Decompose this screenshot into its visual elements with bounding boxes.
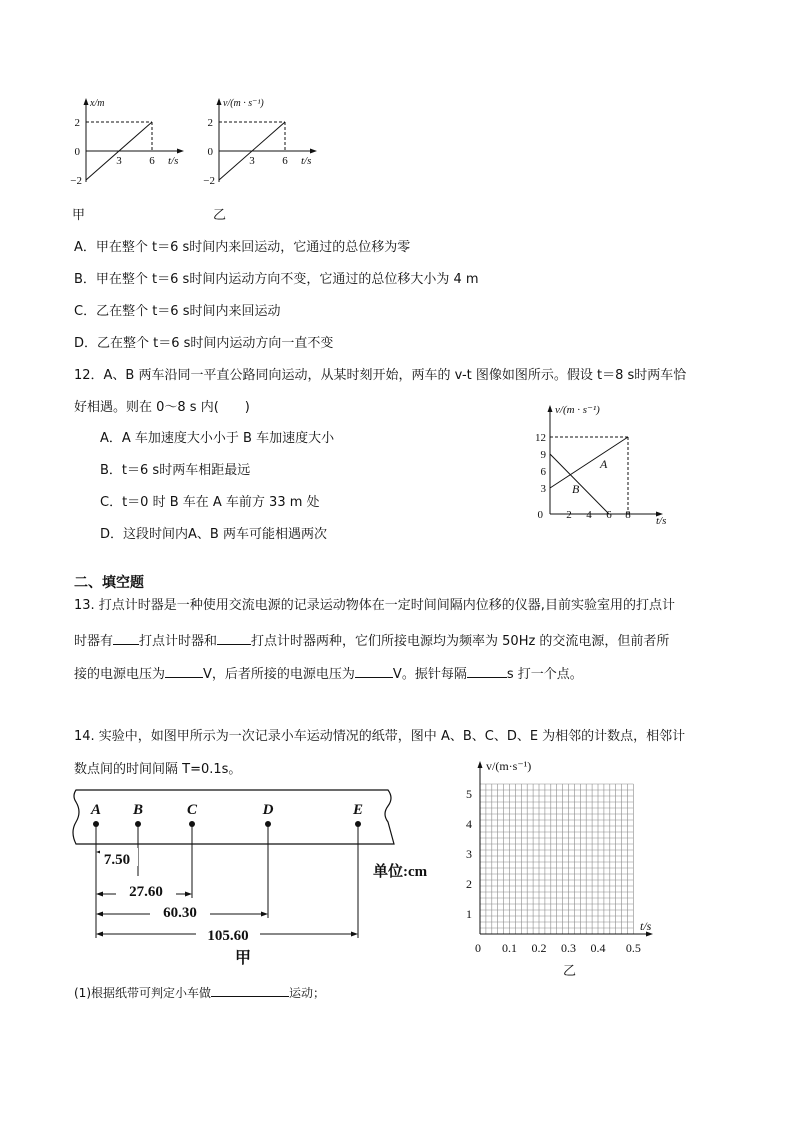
label-point-b: B bbox=[132, 802, 144, 818]
q13-line3-part: 接的电源电压为 bbox=[74, 667, 166, 682]
q12-stem-line2: 好相遇。则在 0～8 s 内( ) bbox=[74, 400, 250, 415]
graph-yi bbox=[203, 90, 333, 190]
q12-option-a: A．A 车加速度大小小于 B 车加速度大小 bbox=[100, 431, 335, 446]
grid-caption: 乙 bbox=[563, 964, 577, 979]
grid-ylabel: v/(m·s⁻¹) bbox=[486, 759, 532, 773]
q14-line1: 14. 实验中，如图甲所示为一次记录小车运动情况的纸带，图中 A、B、C、D、E 为相邻的计数点，相邻计 bbox=[74, 729, 686, 744]
jia-xtick: 6 bbox=[149, 155, 155, 167]
grid-figure bbox=[452, 758, 662, 954]
q13-line1: 13. 打点计时器是一种使用交流电源的记录运动物体在一定时间间隔内位移的仪器,目前实验室用的打点计 bbox=[74, 598, 675, 613]
blank-voltage-2[interactable] bbox=[355, 663, 393, 678]
q12-xtick: 4 bbox=[586, 509, 592, 521]
label-point-c: C bbox=[186, 802, 198, 818]
q11-option-a: A．甲在整个 t＝6 s时间内来回运动，它通过的总位移为零 bbox=[74, 240, 411, 255]
tape-unit: 单位:cm bbox=[373, 864, 428, 880]
jia-ytick: 0 bbox=[74, 146, 80, 158]
graph-jia bbox=[70, 90, 200, 190]
jia-xlabel: t/s bbox=[168, 155, 179, 167]
q13-line2 bbox=[74, 630, 669, 652]
blank-interval[interactable] bbox=[467, 663, 507, 678]
q12-ytick: 0 bbox=[537, 509, 543, 521]
q12-option-c: C．t＝0 时 B 车在 A 车前方 33 m 处 bbox=[100, 495, 320, 510]
q12-xtick: 2 bbox=[566, 509, 572, 521]
label-b: B bbox=[572, 482, 580, 496]
q12-ytick: 3 bbox=[540, 483, 546, 495]
q14-sub1-part: (1)根据纸带可判定小车做 bbox=[74, 986, 211, 1000]
q12-xlabel: t/s bbox=[656, 515, 667, 527]
grid-xtick: 0.5 bbox=[625, 941, 641, 955]
q14-sub1 bbox=[74, 982, 325, 1003]
q13-line3-part: s 打一个点。 bbox=[506, 667, 583, 682]
q13-line2-part: 打点计时器两种，它们所接电源均为频率为 50Hz 的交流电源，但前者所 bbox=[251, 634, 670, 649]
grid-lines bbox=[480, 784, 633, 934]
q11-option-d: D．乙在整个 t＝6 s时间内运动方向一直不变 bbox=[74, 336, 334, 351]
label-point-d: D bbox=[262, 802, 274, 818]
tape-figure bbox=[68, 786, 428, 968]
q11-option-c: C．乙在整个 t＝6 s时间内来回运动 bbox=[74, 304, 281, 319]
label-point-e: E bbox=[352, 802, 364, 818]
q14-line2: 数点间的时间间隔 T=0.1s。 bbox=[74, 762, 242, 777]
q12-ylabel: v/(m · s⁻¹) bbox=[555, 404, 600, 416]
label-a: A bbox=[600, 457, 608, 471]
q12-option-b: B．t＝6 s时两车相距最远 bbox=[100, 463, 251, 478]
blank-timer-type-1[interactable] bbox=[113, 630, 139, 645]
jia-ytick: −2 bbox=[70, 175, 82, 187]
q12-ytick: 9 bbox=[540, 449, 546, 461]
jia-ylabel: x/m bbox=[90, 98, 105, 109]
line-a bbox=[550, 437, 628, 488]
distance-ad: 60.30 bbox=[163, 905, 197, 921]
yi-ytick: −2 bbox=[203, 175, 215, 187]
q11-option-b: B．甲在整个 t＝6 s时间内运动方向不变，它通过的总位移大小为 4 m bbox=[74, 272, 479, 287]
grid-xtick: 0.2 bbox=[531, 941, 547, 955]
blank-voltage-1[interactable] bbox=[165, 663, 203, 678]
grid-xtick: 0 bbox=[475, 941, 481, 955]
blank-motion-type[interactable] bbox=[211, 982, 289, 997]
grid-xtick: 0.1 bbox=[502, 941, 517, 955]
jia-ytick: 2 bbox=[74, 117, 80, 129]
q12-xtick: 6 bbox=[606, 509, 612, 521]
grid-xlabel: t/s bbox=[640, 919, 652, 933]
yi-ylabel: v/(m · s⁻¹) bbox=[223, 98, 264, 109]
caption-jia: 甲 bbox=[72, 208, 86, 223]
blank-timer-type-2[interactable] bbox=[217, 630, 251, 645]
jia-xtick: 3 bbox=[116, 155, 122, 167]
grid-ytick: 5 bbox=[466, 787, 472, 801]
grid-xtick: 0.4 bbox=[590, 941, 606, 955]
q14-sub1-part: 运动； bbox=[289, 986, 326, 1000]
q12-ytick: 12 bbox=[535, 432, 546, 444]
grid-ytick: 2 bbox=[466, 877, 472, 891]
q12-xtick: 8 bbox=[625, 509, 631, 521]
q13-line2-part: 打点计时器和 bbox=[139, 634, 218, 649]
q12-ytick: 6 bbox=[540, 466, 546, 478]
grid-ytick: 1 bbox=[466, 907, 472, 921]
q13-line3-part: V，后者所接的电源电压为 bbox=[203, 667, 355, 682]
section-title: 二、填空题 bbox=[74, 575, 144, 591]
grid-ytick: 3 bbox=[466, 847, 472, 861]
caption-yi: 乙 bbox=[213, 208, 227, 223]
q12-option-d: D．这段时间内A、B 两车可能相遇两次 bbox=[100, 527, 327, 542]
q13-line2-part: 时器有 bbox=[74, 634, 114, 649]
distance-ab: 7.50 bbox=[103, 852, 131, 868]
q13-line3-part: V。振针每隔 bbox=[392, 667, 467, 682]
yi-xtick: 3 bbox=[249, 155, 255, 167]
yi-ytick: 0 bbox=[207, 146, 213, 158]
q12-stem-line1: 12．A、B 两车沿同一平直公路同向运动，从某时刻开始，两车的 v-t 图像如图所示。假设 t＝8 s时两车恰 bbox=[74, 368, 687, 383]
distance-ac: 27.60 bbox=[129, 884, 163, 900]
label-point-a: A bbox=[90, 802, 102, 818]
tape-caption: 甲 bbox=[234, 950, 252, 967]
distance-ae: 105.60 bbox=[207, 928, 249, 944]
yi-xtick: 6 bbox=[282, 155, 288, 167]
graph-q12 bbox=[530, 396, 680, 528]
yi-xlabel: t/s bbox=[301, 155, 312, 167]
grid-ytick: 4 bbox=[466, 817, 472, 831]
q13-line3 bbox=[74, 663, 583, 685]
yi-ytick: 2 bbox=[207, 117, 213, 129]
grid-xtick: 0.3 bbox=[561, 941, 576, 955]
